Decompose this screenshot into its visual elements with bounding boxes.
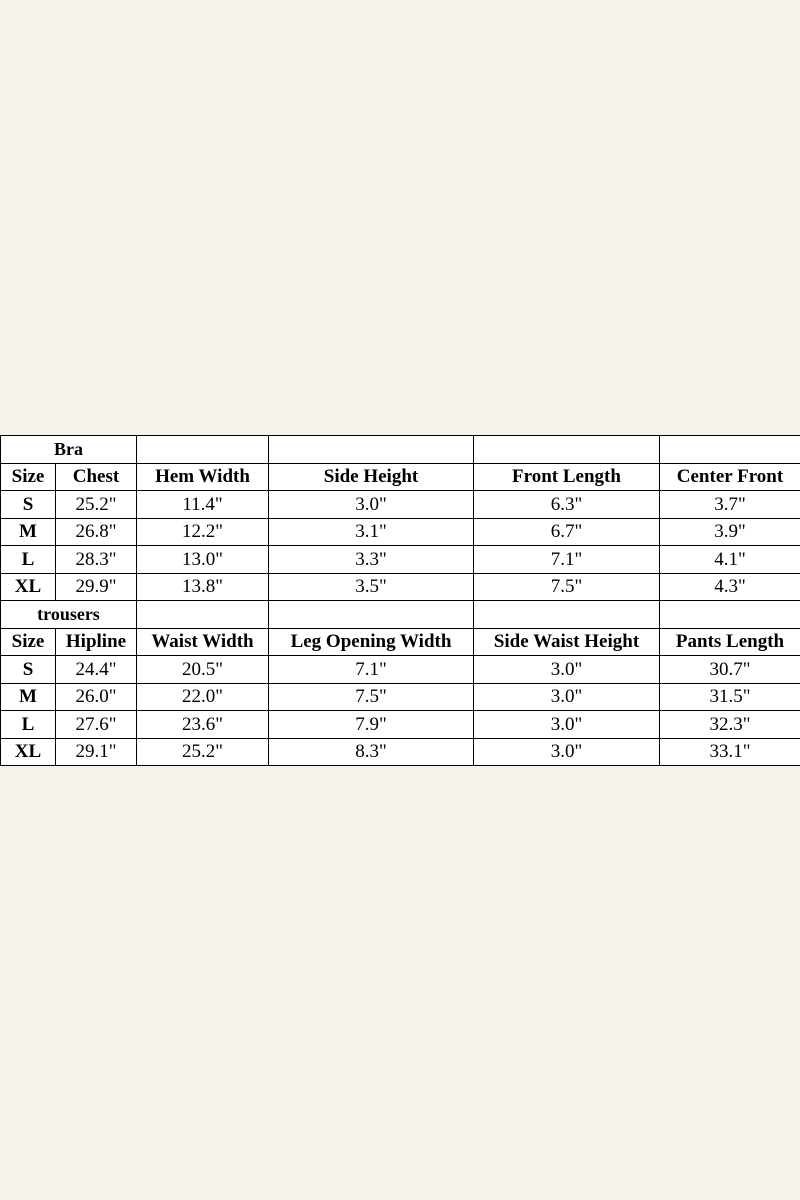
measurement-cell: 3.9" <box>660 518 800 546</box>
bra-column-header: Size <box>1 463 56 491</box>
bra-column-header: Side Height <box>269 463 474 491</box>
table-row <box>1 546 800 574</box>
measurement-cell: 20.5" <box>137 656 269 684</box>
table-row <box>1 518 800 546</box>
measurement-cell: 3.5" <box>269 573 474 601</box>
measurement-cell: 29.9" <box>56 573 137 601</box>
measurement-cell: 28.3" <box>56 546 137 574</box>
trousers-section-title: trousers <box>1 601 137 629</box>
measurement-cell: 4.1" <box>660 546 800 574</box>
measurement-cell: 11.4" <box>137 491 269 519</box>
measurement-cell: 13.0" <box>137 546 269 574</box>
bra-column-header: Front Length <box>474 463 660 491</box>
measurement-cell: 3.3" <box>269 546 474 574</box>
trousers-column-header: Hipline <box>56 628 137 656</box>
trousers-column-header: Waist Width <box>137 628 269 656</box>
measurement-cell: 12.2" <box>137 518 269 546</box>
bra-column-header: Center Front <box>660 463 800 491</box>
size-chart-table <box>0 435 800 766</box>
bra-title-row <box>1 436 800 464</box>
size-label: M <box>1 518 56 546</box>
trousers-header-row <box>1 628 800 656</box>
bra-column-header: Hem Width <box>137 463 269 491</box>
table-row <box>1 573 800 601</box>
measurement-cell: 3.0" <box>474 738 660 766</box>
measurement-cell: 6.3" <box>474 491 660 519</box>
measurement-cell: 3.1" <box>269 518 474 546</box>
size-label: L <box>1 546 56 574</box>
measurement-cell: 7.5" <box>474 573 660 601</box>
measurement-cell: 33.1" <box>660 738 800 766</box>
table-row <box>1 711 800 739</box>
trousers-column-header: Leg Opening Width <box>269 628 474 656</box>
measurement-cell: 3.0" <box>269 491 474 519</box>
measurement-cell: 23.6" <box>137 711 269 739</box>
table-row <box>1 656 800 684</box>
measurement-cell: 13.8" <box>137 573 269 601</box>
table-row <box>1 683 800 711</box>
measurement-cell: 26.0" <box>56 683 137 711</box>
measurement-cell: 6.7" <box>474 518 660 546</box>
measurement-cell: 8.3" <box>269 738 474 766</box>
measurement-cell: 31.5" <box>660 683 800 711</box>
bra-header-row <box>1 463 800 491</box>
measurement-cell: 29.1" <box>56 738 137 766</box>
measurement-cell: 26.8" <box>56 518 137 546</box>
measurement-cell: 30.7" <box>660 656 800 684</box>
measurement-cell: 3.0" <box>474 683 660 711</box>
size-label: L <box>1 711 56 739</box>
measurement-cell: 24.4" <box>56 656 137 684</box>
trousers-column-header: Pants Length <box>660 628 800 656</box>
measurement-cell: 3.7" <box>660 491 800 519</box>
empty-cell <box>137 601 269 629</box>
empty-cell <box>269 436 474 464</box>
size-label: XL <box>1 738 56 766</box>
empty-cell <box>660 601 800 629</box>
empty-cell <box>474 436 660 464</box>
trousers-title-row <box>1 601 800 629</box>
empty-cell <box>660 436 800 464</box>
measurement-cell: 7.1" <box>269 656 474 684</box>
measurement-cell: 27.6" <box>56 711 137 739</box>
measurement-cell: 22.0" <box>137 683 269 711</box>
measurement-cell: 3.0" <box>474 656 660 684</box>
measurement-cell: 25.2" <box>137 738 269 766</box>
size-label: S <box>1 656 56 684</box>
measurement-cell: 3.0" <box>474 711 660 739</box>
measurement-cell: 7.1" <box>474 546 660 574</box>
empty-cell <box>137 436 269 464</box>
size-label: M <box>1 683 56 711</box>
bra-section-title: Bra <box>1 436 137 464</box>
measurement-cell: 25.2" <box>56 491 137 519</box>
measurement-cell: 32.3" <box>660 711 800 739</box>
table-row <box>1 738 800 766</box>
trousers-column-header: Side Waist Height <box>474 628 660 656</box>
empty-cell <box>269 601 474 629</box>
table-row <box>1 491 800 519</box>
size-label: XL <box>1 573 56 601</box>
size-label: S <box>1 491 56 519</box>
empty-cell <box>474 601 660 629</box>
measurement-cell: 7.5" <box>269 683 474 711</box>
bra-column-header: Chest <box>56 463 137 491</box>
size-chart <box>0 435 800 765</box>
measurement-cell: 7.9" <box>269 711 474 739</box>
measurement-cell: 4.3" <box>660 573 800 601</box>
trousers-column-header: Size <box>1 628 56 656</box>
